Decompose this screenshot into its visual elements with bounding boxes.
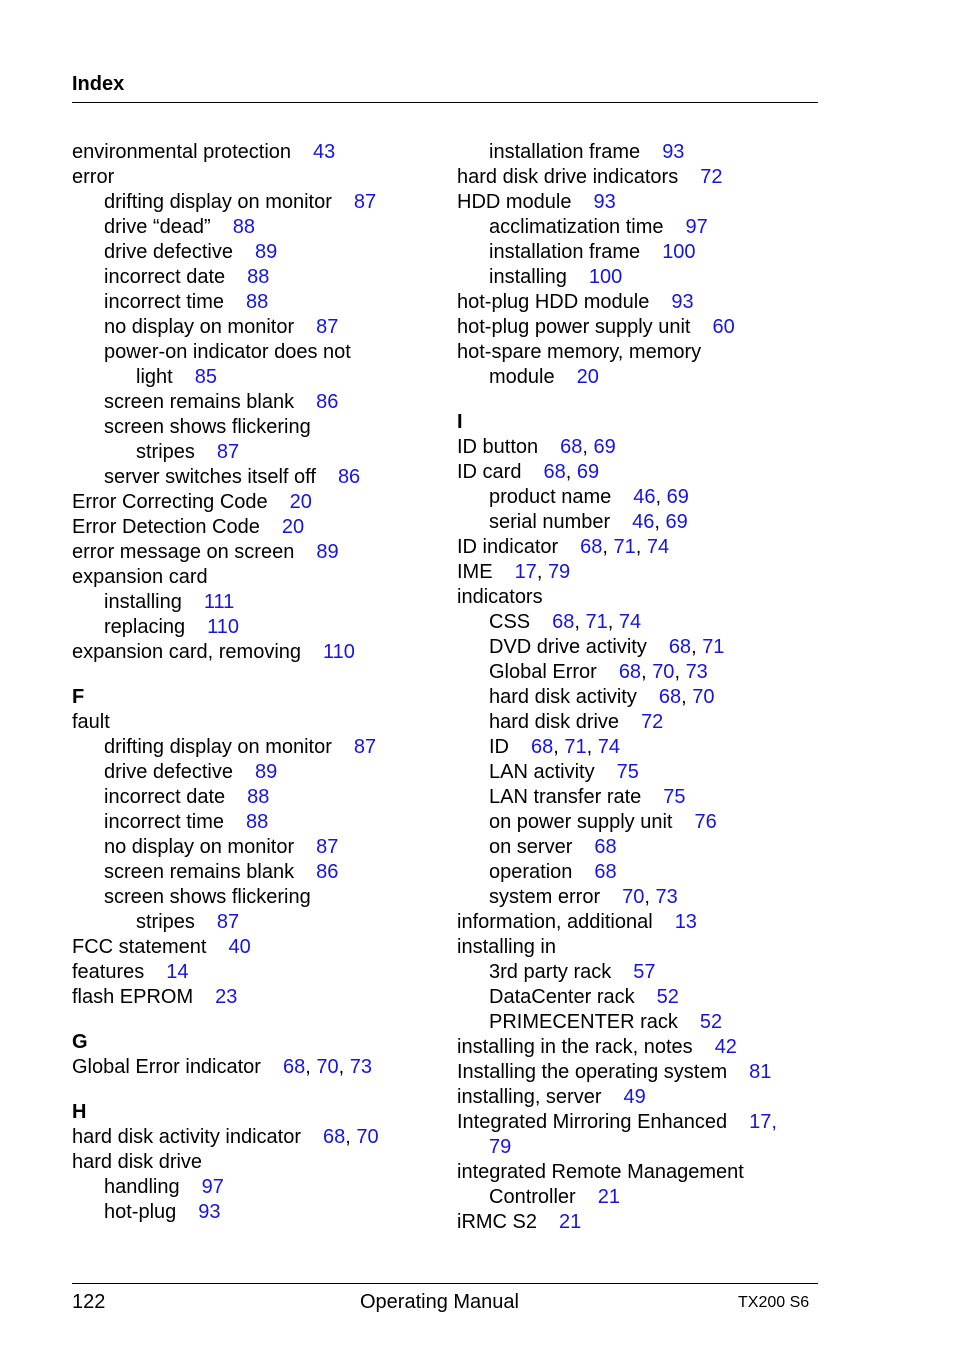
index-term: 3rd party rack — [489, 961, 612, 983]
index-entry — [457, 785, 817, 810]
index-column-right — [457, 140, 817, 1235]
index-term: stripes — [136, 441, 195, 463]
page-link[interactable]: 88 — [246, 811, 269, 833]
page-link[interactable]: 97 — [685, 216, 708, 238]
page-link[interactable]: 68 — [322, 1126, 346, 1148]
index-entry — [72, 515, 442, 540]
index-term: flash EPROM — [72, 986, 194, 1008]
index-entry — [457, 1135, 817, 1160]
index-term: operation — [489, 861, 573, 883]
index-entry — [72, 540, 442, 565]
page-link[interactable]: 110 — [323, 641, 355, 663]
page-link[interactable]: 75 — [616, 761, 639, 783]
index-entry — [72, 640, 442, 665]
index-entry — [72, 835, 442, 860]
page-link[interactable]: 69 — [576, 461, 600, 483]
index-entry — [457, 1110, 817, 1135]
index-entry — [457, 365, 817, 390]
index-column-left — [72, 140, 442, 1225]
index-term: system error — [489, 886, 601, 908]
index-term: no display on monitor — [104, 836, 295, 858]
index-term: installing, server — [457, 1086, 602, 1108]
section-letter: H — [72, 1101, 87, 1123]
page-link[interactable]: 14 — [166, 961, 189, 983]
index-term: ID — [489, 736, 509, 758]
index-term: DVD drive activity — [489, 636, 647, 658]
index-term: Global Error indicator — [72, 1056, 261, 1078]
page-link[interactable]: 111 — [203, 591, 235, 613]
footer-model-name: TX200 S6 — [738, 1294, 810, 1311]
page-link[interactable]: 110 — [207, 616, 240, 638]
index-entry — [72, 810, 442, 835]
index-term: features — [72, 961, 145, 983]
page-link[interactable]: 71 — [585, 611, 608, 633]
index-term: hot-spare memory, memory — [457, 341, 702, 363]
page-link[interactable]: 97 — [201, 1176, 224, 1198]
page-link[interactable]: 70 — [316, 1056, 339, 1078]
index-term: screen shows flickering — [104, 416, 311, 438]
index-term: hard disk drive indicators — [457, 166, 679, 188]
page-link[interactable]: 87 — [216, 441, 240, 463]
index-term: incorrect date — [104, 786, 226, 808]
index-entry — [72, 415, 442, 440]
index-entry — [457, 315, 817, 340]
section-spacer — [72, 1080, 442, 1100]
index-entry — [72, 340, 442, 365]
page-link[interactable]: 57 — [633, 961, 656, 983]
index-entry — [72, 140, 442, 165]
page-link[interactable]: 89 — [254, 761, 278, 783]
page-link[interactable]: 52 — [656, 986, 679, 1008]
index-term: expansion card — [72, 566, 208, 588]
index-term: server switches itself off — [104, 466, 316, 488]
page-link[interactable]: 86 — [316, 861, 339, 883]
page-link[interactable]: 72 — [641, 711, 664, 733]
index-term: drive defective — [104, 241, 233, 263]
page-link[interactable]: 81 — [749, 1061, 772, 1083]
page-link[interactable]: 88 — [246, 291, 269, 313]
section-letter: F — [72, 686, 85, 708]
index-term: Controller — [489, 1186, 576, 1208]
index-entry — [72, 165, 442, 190]
index-entry — [457, 810, 817, 835]
index-entry — [457, 290, 817, 315]
index-term: IME — [457, 561, 493, 583]
index-entry — [457, 585, 817, 610]
header-rule — [72, 102, 818, 103]
index-term: hot-plug power supply unit — [457, 316, 691, 338]
page-link[interactable]: 88 — [247, 266, 270, 288]
index-entry — [72, 465, 442, 490]
page-link[interactable]: 69 — [665, 511, 688, 533]
index-entry — [457, 165, 817, 190]
page-link[interactable]: 68 — [668, 636, 692, 658]
index-term: acclimatization time — [489, 216, 664, 238]
index-term: ID indicator — [457, 536, 559, 558]
index-entry — [457, 910, 817, 935]
index-entry — [457, 1035, 817, 1060]
index-term: LAN transfer rate — [489, 786, 642, 808]
section-letter: G — [72, 1031, 88, 1053]
index-term: installing in — [457, 936, 556, 958]
index-entry — [72, 1150, 442, 1175]
page-link[interactable]: 20 — [281, 516, 305, 538]
footer-document-title: Operating Manual — [360, 1291, 519, 1313]
index-entry — [72, 315, 442, 340]
page-link[interactable]: 87 — [353, 191, 377, 213]
index-term: PRIMECENTER rack — [489, 1011, 678, 1033]
page-link[interactable]: 40 — [228, 936, 251, 958]
page-link[interactable]: 89 — [316, 541, 339, 563]
page-link[interactable]: 86 — [337, 466, 361, 488]
index-entry — [72, 365, 442, 390]
index-header-title: Index — [72, 73, 125, 95]
index-entry — [457, 835, 817, 860]
page-link[interactable]: 46 — [633, 486, 656, 508]
page-link[interactable]: 13 — [674, 911, 697, 933]
section-spacer — [72, 1010, 442, 1030]
index-entry — [457, 1160, 817, 1185]
index-term: drifting display on monitor — [104, 736, 332, 758]
index-entry — [72, 960, 442, 985]
index-term: iRMC S2 — [457, 1211, 538, 1233]
page-link[interactable]: 87 — [353, 736, 377, 758]
index-entry — [72, 265, 442, 290]
index-entry — [72, 935, 442, 960]
index-term: on power supply unit — [489, 811, 673, 833]
index-entry — [72, 615, 442, 640]
page-link[interactable]: 69 — [666, 486, 689, 508]
page-link[interactable]: 42 — [714, 1036, 737, 1058]
page-link[interactable]: 70 — [356, 1126, 379, 1148]
page-link[interactable]: 17 — [514, 561, 537, 583]
page-link[interactable]: 100 — [588, 266, 623, 288]
index-entry — [72, 860, 442, 885]
index-term: replacing — [104, 616, 186, 638]
page-link[interactable]: 17, — [749, 1111, 777, 1133]
page-link[interactable]: 68 — [552, 611, 575, 633]
index-term: installing — [489, 266, 567, 288]
index-term: environmental protection — [72, 141, 292, 163]
section-spacer — [72, 665, 442, 685]
page-link[interactable]: 71 — [702, 636, 725, 658]
page-link[interactable]: 88 — [232, 216, 255, 238]
footer-rule — [72, 1283, 818, 1284]
index-entry: ID card 68, 69 — [457, 461, 600, 483]
index-term: error — [72, 166, 115, 188]
index-entry — [72, 710, 442, 735]
index-term: hot-plug — [104, 1201, 177, 1223]
index-term: incorrect time — [104, 811, 225, 833]
page-link[interactable]: 70 — [692, 686, 715, 708]
index-entry — [72, 910, 442, 935]
index-term: installation frame — [489, 141, 641, 163]
page-link[interactable]: 87 — [316, 316, 339, 338]
index-entry: product name 46, 69 — [489, 486, 689, 508]
index-entry — [457, 340, 817, 365]
index-term: hard disk activity — [489, 686, 637, 708]
index-term: LAN activity — [489, 761, 595, 783]
page-link[interactable]: 79 — [547, 561, 571, 583]
index-entry: DVD drive activity 68, 71 — [489, 636, 725, 658]
page-link[interactable]: 49 — [623, 1086, 646, 1108]
index-term: handling — [104, 1176, 180, 1198]
page-link[interactable]: 76 — [694, 811, 717, 833]
index-term: Global Error — [489, 661, 597, 683]
footer-page-number: 122 — [72, 1291, 106, 1313]
page-link[interactable]: 68 — [658, 686, 682, 708]
index-entry — [72, 885, 442, 910]
page-link[interactable]: 86 — [316, 391, 339, 413]
page-link[interactable]: 73 — [685, 661, 708, 683]
index-entry — [72, 240, 442, 265]
index-entry — [72, 390, 442, 415]
page-link[interactable]: 68 — [531, 736, 554, 758]
page-link[interactable]: 74 — [646, 536, 670, 558]
index-term: drive “dead” — [104, 216, 211, 238]
index-entry: Global Error indicator 68, 70, 73 — [72, 1056, 372, 1078]
page-link[interactable]: 69 — [593, 436, 616, 458]
page-link[interactable]: 68 — [594, 861, 617, 883]
index-entry — [457, 1085, 817, 1110]
index-entry — [72, 1175, 442, 1200]
page-link[interactable]: 72 — [700, 166, 723, 188]
index-entry — [72, 1200, 442, 1225]
index-term: screen shows flickering — [104, 886, 311, 908]
index-term: hard disk drive — [489, 711, 620, 733]
index-term: expansion card, removing — [72, 641, 302, 663]
index-term: information, additional — [457, 911, 653, 933]
index-entry: serial number 46, 69 — [489, 511, 688, 533]
page-link[interactable]: 68 — [543, 461, 566, 483]
index-term: installing — [104, 591, 182, 613]
index-term: indicators — [457, 586, 543, 608]
page-link[interactable]: 21 — [559, 1211, 582, 1233]
index-entry — [72, 565, 442, 590]
index-entry: ID 68, 71, 74 — [489, 736, 620, 758]
index-term: drive defective — [104, 761, 233, 783]
index-entry — [457, 1210, 817, 1235]
page-link[interactable]: 70 — [622, 886, 645, 908]
index-entry: ID button 68, 69 — [457, 436, 616, 458]
index-entry — [457, 960, 817, 985]
page-link[interactable]: 23 — [215, 986, 238, 1008]
page-link[interactable]: 20 — [289, 491, 312, 513]
index-term: light — [136, 366, 173, 388]
page-link[interactable]: 60 — [712, 316, 735, 338]
page-link[interactable]: 88 — [247, 786, 270, 808]
page-link[interactable]: 46 — [632, 511, 655, 533]
index-term: ID card — [457, 461, 522, 483]
index-entry — [457, 935, 817, 960]
page-link[interactable]: 93 — [198, 1201, 221, 1223]
index-entry — [457, 190, 817, 215]
page-link[interactable]: 73 — [349, 1056, 372, 1078]
index-term: product name — [489, 486, 612, 508]
index-entry — [457, 760, 817, 785]
index-term: Integrated Mirroring Enhanced — [457, 1111, 728, 1133]
index-term: screen remains blank — [104, 861, 295, 883]
page-link[interactable]: 52 — [699, 1011, 723, 1033]
index-entry — [72, 440, 442, 465]
page-link[interactable]: 71 — [564, 736, 587, 758]
index-entry: CSS 68, 71, 74 — [489, 611, 642, 633]
page-link[interactable]: 87 — [316, 836, 339, 858]
index-entry: IME 17, 79 — [457, 561, 571, 583]
index-term: drifting display on monitor — [104, 191, 332, 213]
page-link[interactable]: 20 — [576, 366, 599, 388]
page-link[interactable]: 71 — [613, 536, 636, 558]
index-entry — [72, 590, 442, 615]
page-link[interactable]: 100 — [662, 241, 696, 263]
index-term: serial number — [489, 511, 611, 533]
index-entry — [72, 190, 442, 215]
index-entry — [457, 1060, 817, 1085]
index-term: incorrect date — [104, 266, 226, 288]
index-entry — [72, 735, 442, 760]
index-term: DataCenter rack — [489, 986, 635, 1008]
index-term: Installing the operating system — [457, 1061, 728, 1083]
index-entry — [72, 215, 442, 240]
page-link[interactable]: 68 — [618, 661, 642, 683]
page-link[interactable]: 74 — [597, 736, 620, 758]
index-entry — [72, 985, 442, 1010]
index-term: installation frame — [489, 241, 641, 263]
index-term: on server — [489, 836, 573, 858]
index-entry: system error 70, 73 — [489, 886, 678, 908]
index-term: incorrect time — [104, 291, 225, 313]
index-term: fault — [72, 711, 110, 733]
index-entry — [457, 985, 817, 1010]
index-entry: Global Error 68, 70, 73 — [489, 661, 708, 683]
index-term: screen remains blank — [104, 391, 295, 413]
page-link[interactable]: 87 — [216, 911, 240, 933]
page-link[interactable]: 43 — [313, 141, 336, 163]
section-letter: I — [457, 411, 463, 433]
index-term: Error Correcting Code — [72, 491, 268, 513]
page-link[interactable]: 79 — [489, 1136, 512, 1158]
page-link[interactable]: 89 — [254, 241, 278, 263]
index-term: hard disk activity indicator — [72, 1126, 301, 1148]
index-term: power-on indicator does not — [104, 341, 351, 363]
page-link[interactable]: 68 — [580, 536, 603, 558]
page-link[interactable]: 70 — [652, 661, 675, 683]
page-link[interactable]: 68 — [560, 436, 583, 458]
index-entry: ID indicator 68, 71, 74 — [457, 536, 670, 558]
page-link[interactable]: 75 — [663, 786, 686, 808]
index-entry — [457, 1010, 817, 1035]
index-entry — [457, 860, 817, 885]
index-entry — [72, 785, 442, 810]
index-term: integrated Remote Management — [457, 1161, 744, 1183]
index-entry — [72, 290, 442, 315]
index-entry — [457, 265, 817, 290]
index-term: hard disk drive — [72, 1151, 203, 1173]
index-entry — [457, 215, 817, 240]
index-term: Error Detection Code — [72, 516, 260, 538]
page-link[interactable]: 21 — [597, 1186, 620, 1208]
page-link[interactable]: 93 — [662, 141, 685, 163]
index-term: ID button — [457, 436, 539, 458]
index-entry — [72, 490, 442, 515]
page-link[interactable]: 68 — [282, 1056, 306, 1078]
index-term: installing in the rack, notes — [457, 1036, 693, 1058]
index-term: hot-plug HDD module — [457, 291, 650, 313]
index-term: no display on monitor — [104, 316, 295, 338]
index-term: CSS — [489, 611, 531, 633]
page-link[interactable]: 85 — [194, 366, 217, 388]
page-link[interactable]: 93 — [593, 191, 616, 213]
index-entry: hard disk activity 68, 70 — [489, 686, 715, 708]
page-link[interactable]: 93 — [671, 291, 694, 313]
page-link[interactable]: 68 — [594, 836, 617, 858]
page-link[interactable]: 74 — [618, 611, 642, 633]
index-term: HDD module — [457, 191, 572, 213]
index-entry: hard disk activity indicator 68, 70 — [72, 1126, 379, 1148]
index-entry — [457, 1185, 817, 1210]
index-entry — [457, 140, 817, 165]
index-entry — [457, 710, 817, 735]
index-entry — [72, 760, 442, 785]
index-entry — [457, 240, 817, 265]
index-term: error message on screen — [72, 541, 295, 563]
index-term: stripes — [136, 911, 195, 933]
page-link[interactable]: 73 — [655, 886, 678, 908]
index-term: module — [489, 366, 555, 388]
index-term: FCC statement — [72, 936, 207, 958]
section-spacer — [457, 390, 817, 410]
